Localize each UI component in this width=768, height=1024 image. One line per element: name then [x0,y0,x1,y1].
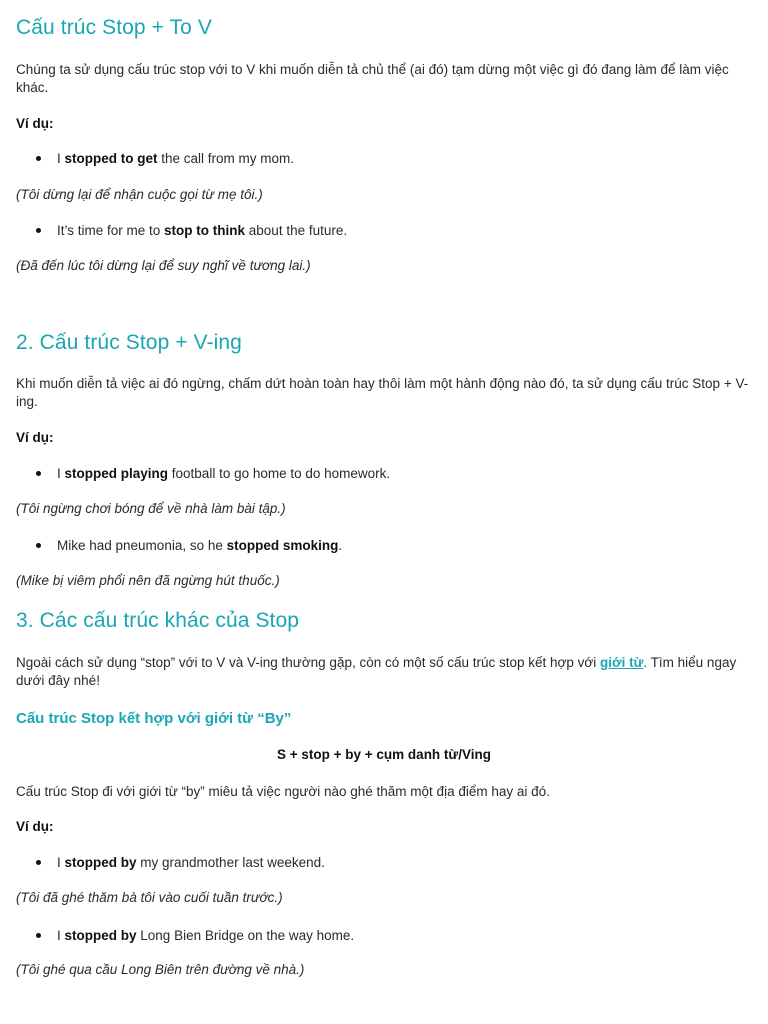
list-item: Mike had pneumonia, so he stopped smoking. [36,537,342,555]
example-translation: (Tôi dừng lại để nhận cuộc gọi từ mẹ tôi.) [16,187,263,202]
section-heading-stop-v-ing: 2. Cấu trúc Stop + V-ing [16,331,242,354]
example-label: Ví dụ: [16,116,54,131]
bullet-icon [36,228,41,233]
list-item: I stopped by Long Bien Bridge on the way home. [36,927,354,945]
bullet-icon [36,543,41,548]
example-translation: (Tôi đã ghé thăm bà tôi vào cuối tuần trước.) [16,890,283,905]
example-translation: (Tôi ngừng chơi bóng để về nhà làm bài tập.) [16,501,286,516]
list-item: I stopped playing football to go home to do homework. [36,465,390,483]
section-intro: Khi muốn diễn tả việc ai đó ngừng, chấm dứt hoàn toàn hay thôi làm một hành động nào đó, ta sử dụng cấu trúc Stop + V-ing. [16,376,749,409]
bullet-icon [36,860,41,865]
bullet-icon [36,156,41,161]
list-item: I stopped to get the call from my mom. [36,150,294,168]
gioi-tu-link[interactable]: giới từ [600,655,644,670]
bullet-icon [36,933,41,938]
structure-formula: S + stop + by + cụm danh từ/Ving [277,747,491,762]
section-intro: Ngoài cách sử dụng “stop” với to V và V-ing thường gặp, còn có một số cấu trúc stop kết hợp với giới từ. Tìm hiểu ngay dưới đây nhé! [16,655,737,688]
example-translation: (Đã đến lúc tôi dừng lại để suy nghĩ về tương lai.) [16,258,311,273]
section-intro: Chúng ta sử dụng cấu trúc stop với to V khi muốn diễn tả chủ thể (ai đó) tạm dừng một việc gì đó đang làm để làm việc khác. [16,62,729,95]
list-item: It’s time for me to stop to think about the future. [36,222,347,240]
example-label: Ví dụ: [16,819,54,834]
example-label: Ví dụ: [16,430,54,445]
section-heading-stop-to-v: Cấu trúc Stop + To V [16,16,212,39]
list-item: I stopped by my grandmother last weekend. [36,854,325,872]
section-heading-other-structures: 3. Các cấu trúc khác của Stop [16,609,300,632]
structure-description: Cấu trúc Stop đi với giới từ “by” miêu tả việc người nào ghé thăm một địa điểm hay ai đó. [16,784,550,799]
subheading-stop-by: Cấu trúc Stop kết hợp với giới từ “By” [16,710,292,727]
bullet-icon [36,471,41,476]
example-translation: (Tôi ghé qua cầu Long Biên trên đường về nhà.) [16,962,305,977]
example-translation: (Mike bị viêm phổi nên đã ngừng hút thuốc.) [16,573,280,588]
